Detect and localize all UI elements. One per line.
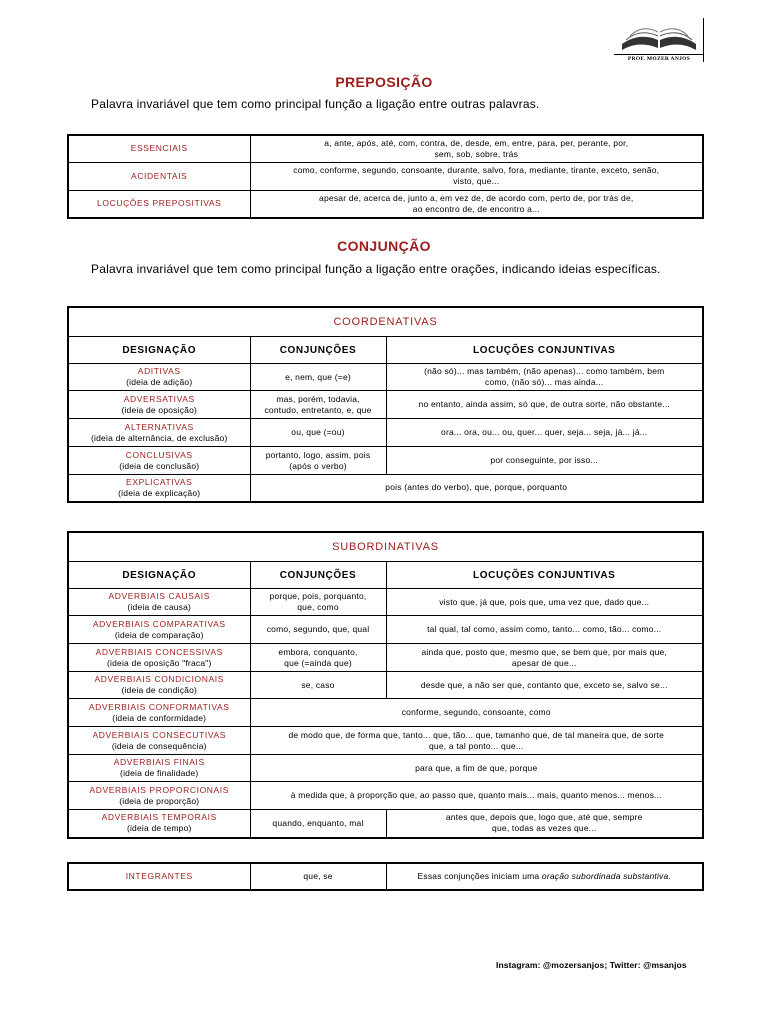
conjuncoes-cell [250, 419, 386, 447]
table-header-row [68, 562, 703, 589]
text-line: por conseguinte, por isso... [490, 455, 599, 465]
conjuncoes-cell [250, 589, 386, 616]
locucoes-cell [386, 589, 703, 616]
text-line: sem, sob, sobre, trás [434, 148, 519, 159]
designacao-idea: (ideia de condição) [121, 685, 198, 695]
designacao-idea: (ideia de finalidade) [120, 768, 199, 778]
designacao-idea: (ideia de causa) [127, 602, 192, 612]
designacao-name: ADVERBIAIS PROPORCIONAIS [89, 784, 230, 795]
table-row [68, 364, 703, 391]
locucoes-cell [386, 364, 703, 391]
text-line: porque, pois, porquanto, [269, 591, 367, 601]
locucoes-cell [386, 447, 703, 475]
designacao-name: ADVERBIAIS FINAIS [113, 757, 205, 767]
text-line: que, como [297, 602, 339, 612]
preposicao-items [250, 190, 703, 218]
conjuncoes-cell [250, 810, 386, 838]
column-header: CONJUNÇÕES [250, 337, 386, 364]
text-line: visto, que... [453, 176, 500, 186]
table-row [68, 810, 703, 838]
text-line: ao encontro de, de encontro a... [412, 203, 540, 214]
designacao-idea: (ideia de oposição "fraca") [106, 657, 212, 668]
preposicao-label: ESSENCIAIS [68, 135, 250, 162]
locucoes-cell [386, 419, 703, 447]
text-line: (após o verbo) [289, 460, 347, 471]
preposicao-items [250, 162, 703, 190]
table-row [68, 727, 703, 755]
text-line: para que, a fim de que, porque [415, 762, 538, 773]
conjuncoes-cell [250, 616, 386, 644]
preposicao-table [67, 134, 704, 219]
designacao-name: ADVERBIAIS CONFORMATIVAS [88, 701, 230, 712]
integrantes-table [67, 862, 704, 891]
designacao-idea: (ideia de proporção) [119, 795, 200, 806]
merged-cell [250, 782, 703, 810]
text-line: no entanto, ainda assim, só que, de outra sorte, não obstante... [418, 399, 670, 409]
designacao-idea: (ideia de explicação) [118, 487, 201, 498]
text-line: a, ante, após, até, com, contra, de, desde, em, entre, para, per, perante, por, [324, 137, 629, 148]
designacao-name: ADVERBIAIS CONDICIONAIS [94, 674, 225, 684]
locucoes-cell [386, 672, 703, 699]
designacao-cell [68, 810, 250, 838]
text-line: (não só)... mas também, (não apenas)... como também, bem [424, 366, 665, 376]
designacao-idea: (ideia de comparação) [114, 629, 204, 640]
table-header-row [68, 337, 703, 364]
text-line: apesar de, acerca de, junto a, em vez de, de acordo com, perto de, por trás de, [319, 192, 634, 203]
open-book-icon [614, 18, 704, 52]
designacao-cell [68, 699, 250, 727]
designacao-idea: (ideia de adição) [126, 377, 193, 387]
text-line: como, (não só)... mas ainda... [485, 377, 604, 387]
integrantes-label: INTEGRANTES [68, 863, 250, 890]
preposicao-title: PREPOSIÇÃO [335, 74, 433, 90]
text-line: que, a tal ponto... que... [428, 740, 524, 751]
designacao-name: ADVERBIAIS TEMPORAIS [101, 812, 217, 823]
designacao-name: ADVERSATIVAS [123, 393, 195, 404]
table-row [68, 419, 703, 447]
table-row [68, 699, 703, 727]
designacao-cell [68, 727, 250, 755]
designacao-cell [68, 447, 250, 475]
preposicao-label: ACIDENTAIS [68, 162, 250, 190]
locucoes-cell [386, 391, 703, 419]
designacao-name: EXPLICATIVAS [126, 476, 193, 487]
table-row [68, 644, 703, 672]
text-line: se, caso [301, 679, 335, 690]
column-header: DESIGNAÇÃO [68, 337, 250, 364]
text-fragment: . [668, 871, 671, 881]
designacao-cell [68, 589, 250, 616]
preposicao-label: LOCUÇÕES PREPOSITIVAS [68, 190, 250, 218]
designacao-idea: (ideia de oposição) [121, 404, 198, 415]
text-line: como, conforme, segundo, consoante, durante, salvo, fora, mediante, tirante, exceto, senão, [293, 165, 660, 175]
text-line: embora, conquanto, [278, 646, 358, 657]
locucoes-cell [386, 616, 703, 644]
designacao-cell [68, 364, 250, 391]
column-header: DESIGNAÇÃO [68, 562, 250, 589]
table-row [68, 863, 703, 890]
text-line: ou, que (=ou) [291, 427, 345, 437]
designacao-name: ADVERBIAIS CONSECUTIVAS [92, 729, 227, 740]
conjuncao-title: CONJUNÇÃO [337, 238, 431, 254]
merged-cell [250, 727, 703, 755]
locucoes-cell [386, 644, 703, 672]
conjuncoes-cell [250, 447, 386, 475]
designacao-name: CONCLUSIVAS [125, 449, 193, 460]
text-line: tal qual, tal como, assim como, tanto... como, tão... como... [427, 624, 662, 634]
table-row [68, 616, 703, 644]
text-line: que, todas as vezes que... [492, 823, 597, 834]
designacao-name: ADITIVAS [137, 366, 181, 376]
text-line: antes que, depois que, logo que, até que, sempre [445, 812, 643, 823]
column-header: LOCUÇÕES CONJUNTIVAS [386, 337, 703, 364]
text-line: como, segundo, que, qual [266, 624, 370, 634]
text-line: desde que, a não ser que, contanto que, exceto se, salvo se... [420, 679, 668, 690]
text-line: visto que, já que, pois que, uma vez que, dado que... [439, 596, 650, 607]
designacao-cell [68, 755, 250, 782]
table-row [68, 475, 703, 502]
locucoes-cell [386, 810, 703, 838]
designacao-cell [68, 391, 250, 419]
preposicao-intro: Palavra invariável que tem como principal função a ligação entre outras palavras. [91, 97, 540, 111]
designacao-cell [68, 644, 250, 672]
text-fragment: Essas conjunções iniciam uma [417, 871, 542, 881]
designacao-name: ADVERBIAIS COMPARATIVAS [92, 618, 226, 629]
social-footer: Instagram: @mozersanjos; Twitter: @msanjos [496, 960, 687, 970]
merged-cell: pois (antes do verbo), que, porque, porquanto [250, 475, 703, 502]
logo-text: PROF. MOZER ANJOS [627, 56, 691, 62]
logo-underline [614, 54, 704, 55]
designacao-idea: (ideia de tempo) [126, 823, 192, 834]
designacao-name: ADVERBIAIS CONCESSIVAS [95, 646, 223, 657]
designacao-cell [68, 616, 250, 644]
table-row [68, 589, 703, 616]
subordinativas-table [67, 531, 704, 839]
designacao-idea: (ideia de consequência) [111, 740, 207, 751]
conjuncoes-cell [250, 391, 386, 419]
text-line: contudo, entretanto, e, que [264, 404, 372, 415]
text-line: e, nem, que (=e) [285, 371, 351, 382]
coordenativas-caption: COORDENATIVAS [68, 307, 703, 337]
table-row [68, 755, 703, 782]
column-header: LOCUÇÕES CONJUNTIVAS [386, 562, 703, 589]
table-row [68, 447, 703, 475]
conjuncoes-cell [250, 644, 386, 672]
text-line: mas, porém, todavia, [276, 393, 360, 404]
table-row [68, 162, 703, 190]
table-row [68, 135, 703, 162]
table-row [68, 672, 703, 699]
designacao-idea: (ideia de conclusão) [119, 460, 200, 471]
subordinativas-caption: SUBORDINATIVAS [68, 532, 703, 562]
text-line: ainda que, posto que, mesmo que, se bem que, por mais que, [421, 646, 667, 657]
designacao-cell [68, 782, 250, 810]
integrantes-conjuncoes: que, se [250, 863, 386, 890]
designacao-idea: (ideia de conformidade) [112, 712, 207, 723]
designacao-cell [68, 419, 250, 447]
designacao-name: ADVERBIAIS CAUSAIS [108, 591, 210, 601]
table-caption-row [68, 532, 703, 562]
designacao-cell [68, 672, 250, 699]
integrantes-description [386, 863, 703, 890]
merged-cell [250, 699, 703, 727]
italic-text: oração subordinada substantiva [541, 871, 669, 881]
text-line: de modo que, de forma que, tanto... que, tão... que, tamanho que, de tal maneira que, de sorte [288, 729, 665, 740]
preposicao-items [250, 135, 703, 162]
designacao-idea: (ideia de alternância, de exclusão) [91, 432, 228, 443]
text-line: à medida que, à proporção que, ao passo que, quanto mais... mais, quanto menos... menos... [290, 790, 662, 800]
text-line: portanto, logo, assim, pois [265, 449, 371, 460]
conjuncao-intro: Palavra invariável que tem como principal função a ligação entre orações, indicando ideias específicas. [91, 262, 661, 276]
table-row [68, 391, 703, 419]
table-row [68, 190, 703, 218]
conjuncoes-cell [250, 364, 386, 391]
text-line: ora... ora, ou... ou, quer... quer, seja... seja, já... já... [441, 427, 648, 437]
designacao-name: ALTERNATIVAS [124, 421, 194, 432]
table-row [68, 782, 703, 810]
text-line: apesar de que... [511, 657, 577, 668]
coordenativas-table [67, 306, 704, 503]
designacao-cell [68, 475, 250, 502]
text-line: que (=ainda que) [284, 657, 352, 668]
logo [614, 18, 704, 62]
column-header: CONJUNÇÕES [250, 562, 386, 589]
text-line: quando, enquanto, mal [272, 817, 364, 828]
text-line: conforme, segundo, consoante, como [401, 707, 551, 717]
table-caption-row [68, 307, 703, 337]
merged-cell [250, 755, 703, 782]
conjuncoes-cell [250, 672, 386, 699]
